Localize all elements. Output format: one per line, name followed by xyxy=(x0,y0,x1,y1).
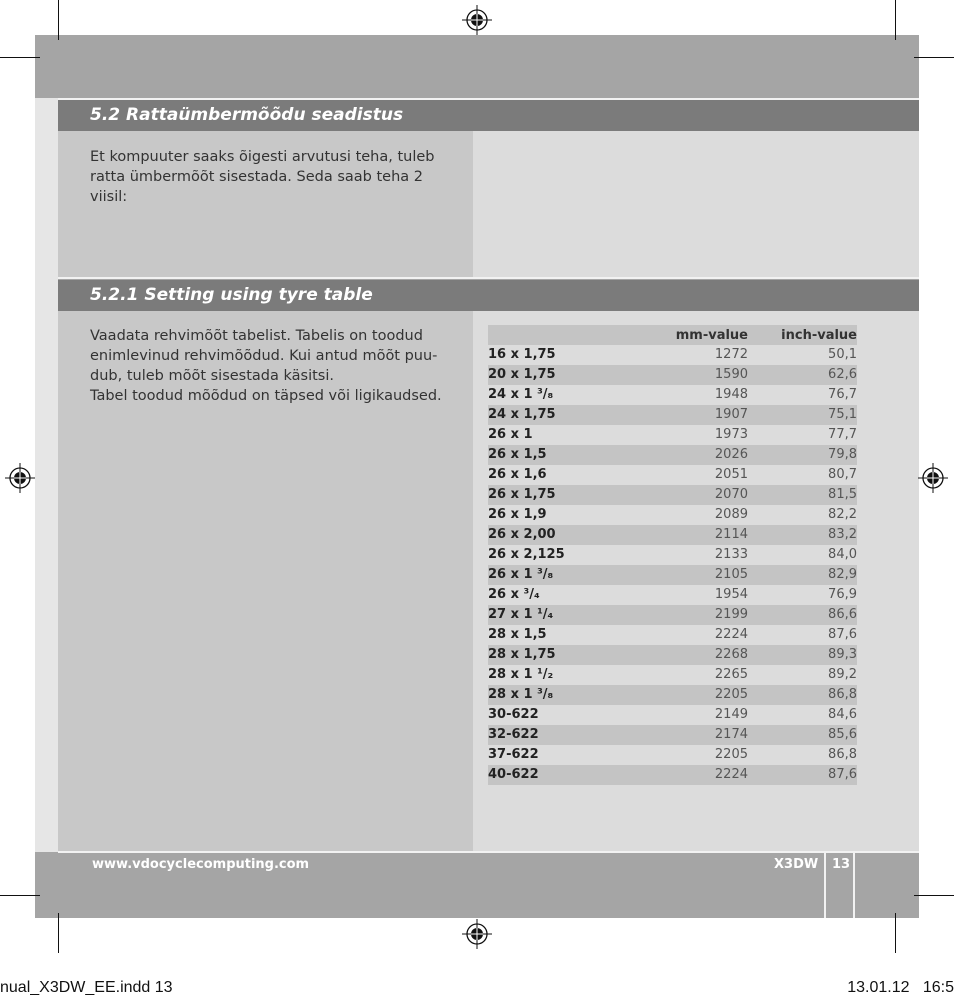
mm-value-cell: 2224 xyxy=(638,765,748,785)
inch-value-cell: 50,1 xyxy=(748,345,857,365)
mm-value-cell: 2268 xyxy=(638,645,748,665)
tyre-size-cell: 16 x 1,75 xyxy=(488,345,638,365)
text-line: dub, tuleb mõõt sisestada käsitsi. xyxy=(90,368,334,384)
mm-value-cell: 1948 xyxy=(638,385,748,405)
divider xyxy=(58,277,919,279)
crop-mark xyxy=(895,913,896,953)
table-row xyxy=(488,645,857,665)
mm-value-cell: 2205 xyxy=(638,745,748,765)
tyre-size-cell: 26 x 1,75 xyxy=(488,485,638,505)
tyre-size-cell: 28 x 1,5 xyxy=(488,625,638,645)
section-body-text: Et kompuuter saaks õigesti arvutusi teha, tuleb ratta ümbermõõt sisestada. Seda saab teha 2 viisil: xyxy=(90,149,435,205)
tyre-size-cell: 26 x 1,6 xyxy=(488,465,638,485)
mm-value-cell: 1590 xyxy=(638,365,748,385)
table-row xyxy=(488,465,857,485)
footer-website: www.vdocyclecomputing.com xyxy=(92,857,310,872)
table-row xyxy=(488,505,857,525)
tyre-size-cell: 28 x 1 ³/₈ xyxy=(488,685,638,705)
table-row xyxy=(488,365,857,385)
tyre-size-cell: 26 x 1,9 xyxy=(488,505,638,525)
table-row xyxy=(488,685,857,705)
mm-value-cell: 2133 xyxy=(638,545,748,565)
mm-value-cell: 2114 xyxy=(638,525,748,545)
table-row xyxy=(488,585,857,605)
crop-mark xyxy=(58,913,59,953)
inch-value-cell: 82,9 xyxy=(748,565,857,585)
table-row xyxy=(488,485,857,505)
mm-value-cell: 2089 xyxy=(638,505,748,525)
inch-value-cell: 75,1 xyxy=(748,405,857,425)
inch-value-cell: 80,7 xyxy=(748,465,857,485)
mm-value-cell: 2026 xyxy=(638,445,748,465)
crop-mark xyxy=(0,57,40,58)
divider xyxy=(58,851,919,853)
crop-mark xyxy=(914,57,954,58)
registration-mark-icon xyxy=(462,5,492,35)
mm-value-cell: 2224 xyxy=(638,625,748,645)
table-row xyxy=(488,425,857,445)
page-number: 13 xyxy=(832,857,851,872)
table-row xyxy=(488,405,857,425)
left-margin-strip xyxy=(35,98,58,852)
slug-filename: nual_X3DW_EE.indd 13 xyxy=(0,979,173,996)
column-header-inch: inch-value xyxy=(748,325,857,345)
inch-value-cell: 76,9 xyxy=(748,585,857,605)
inch-value-cell: 89,3 xyxy=(748,645,857,665)
inch-value-cell: 77,7 xyxy=(748,425,857,445)
table-row xyxy=(488,665,857,685)
tyre-size-cell: 26 x ³/₄ xyxy=(488,585,638,605)
text-line: enimlevinud rehvimõõdud. Kui antud mõõt puu- xyxy=(90,348,438,364)
mm-value-cell: 2265 xyxy=(638,665,748,685)
inch-value-cell: 86,8 xyxy=(748,685,857,705)
inch-value-cell: 82,2 xyxy=(748,505,857,525)
table-row xyxy=(488,605,857,625)
slug-datetime: 13.01.12 16:5 xyxy=(847,979,954,996)
tyre-size-table xyxy=(488,325,857,785)
mm-value-cell: 2070 xyxy=(638,485,748,505)
inch-value-cell: 79,8 xyxy=(748,445,857,465)
table-row xyxy=(488,565,857,585)
inch-value-cell: 83,2 xyxy=(748,525,857,545)
inch-value-cell: 62,6 xyxy=(748,365,857,385)
section-heading: 5.2 Rattaümbermõõdu seadistus xyxy=(58,100,919,131)
footer-divider xyxy=(853,852,855,918)
mm-value-cell: 2174 xyxy=(638,725,748,745)
table-row xyxy=(488,445,857,465)
inch-value-cell: 84,0 xyxy=(748,545,857,565)
inch-value-cell: 87,6 xyxy=(748,625,857,645)
registration-mark-icon xyxy=(5,463,35,493)
crop-mark xyxy=(0,895,40,896)
mm-value-cell: 2205 xyxy=(638,685,748,705)
section-right-panel xyxy=(473,131,919,277)
table-body xyxy=(488,345,857,785)
tyre-size-cell: 26 x 1 xyxy=(488,425,638,445)
mm-value-cell: 1954 xyxy=(638,585,748,605)
tyre-size-cell: 26 x 2,00 xyxy=(488,525,638,545)
tyre-size-cell: 26 x 1,5 xyxy=(488,445,638,465)
text-line: Tabel toodud mõõdud on täpsed või ligikaudsed. xyxy=(90,388,442,404)
mm-value-cell: 2051 xyxy=(638,465,748,485)
registration-mark-icon xyxy=(462,919,492,949)
column-header-size xyxy=(488,325,638,345)
table-header-row xyxy=(488,325,857,345)
crop-mark xyxy=(895,0,896,40)
mm-value-cell: 1272 xyxy=(638,345,748,365)
tyre-size-cell: 30-622 xyxy=(488,705,638,725)
text-line: Vaadata rehvimõõt tabelist. Tabelis on toodud xyxy=(90,328,423,344)
table-row xyxy=(488,725,857,745)
tyre-size-cell: 28 x 1,75 xyxy=(488,645,638,665)
tyre-size-cell: 26 x 1 ³/₈ xyxy=(488,565,638,585)
table-row xyxy=(488,545,857,565)
mm-value-cell: 2149 xyxy=(638,705,748,725)
inch-value-cell: 89,2 xyxy=(748,665,857,685)
inch-value-cell: 84,6 xyxy=(748,705,857,725)
inch-value-cell: 86,8 xyxy=(748,745,857,765)
table-row xyxy=(488,525,857,545)
inch-value-cell: 85,6 xyxy=(748,725,857,745)
footer-model: X3DW xyxy=(774,857,819,872)
crop-mark xyxy=(914,895,954,896)
footer-divider xyxy=(824,852,826,918)
subsection-body-text xyxy=(90,326,460,406)
table-row xyxy=(488,765,857,785)
tyre-size-cell: 37-622 xyxy=(488,745,638,765)
crop-mark xyxy=(58,0,59,40)
table-row xyxy=(488,385,857,405)
table-row xyxy=(488,345,857,365)
subsection-heading: 5.2.1 Setting using tyre table xyxy=(58,280,919,311)
column-header-mm: mm-value xyxy=(638,325,748,345)
tyre-size-cell: 24 x 1 ³/₈ xyxy=(488,385,638,405)
inch-value-cell: 81,5 xyxy=(748,485,857,505)
tyre-size-cell: 27 x 1 ¹/₄ xyxy=(488,605,638,625)
table-row xyxy=(488,745,857,765)
tyre-size-cell: 32-622 xyxy=(488,725,638,745)
mm-value-cell: 1907 xyxy=(638,405,748,425)
inch-value-cell: 76,7 xyxy=(748,385,857,405)
registration-mark-icon xyxy=(918,463,948,493)
tyre-size-cell: 24 x 1,75 xyxy=(488,405,638,425)
tyre-size-cell: 20 x 1,75 xyxy=(488,365,638,385)
mm-value-cell: 1973 xyxy=(638,425,748,445)
table-row xyxy=(488,625,857,645)
inch-value-cell: 87,6 xyxy=(748,765,857,785)
table-row xyxy=(488,705,857,725)
tyre-size-cell: 26 x 2,125 xyxy=(488,545,638,565)
inch-value-cell: 86,6 xyxy=(748,605,857,625)
mm-value-cell: 2105 xyxy=(638,565,748,585)
tyre-size-cell: 40-622 xyxy=(488,765,638,785)
mm-value-cell: 2199 xyxy=(638,605,748,625)
tyre-size-cell: 28 x 1 ¹/₂ xyxy=(488,665,638,685)
